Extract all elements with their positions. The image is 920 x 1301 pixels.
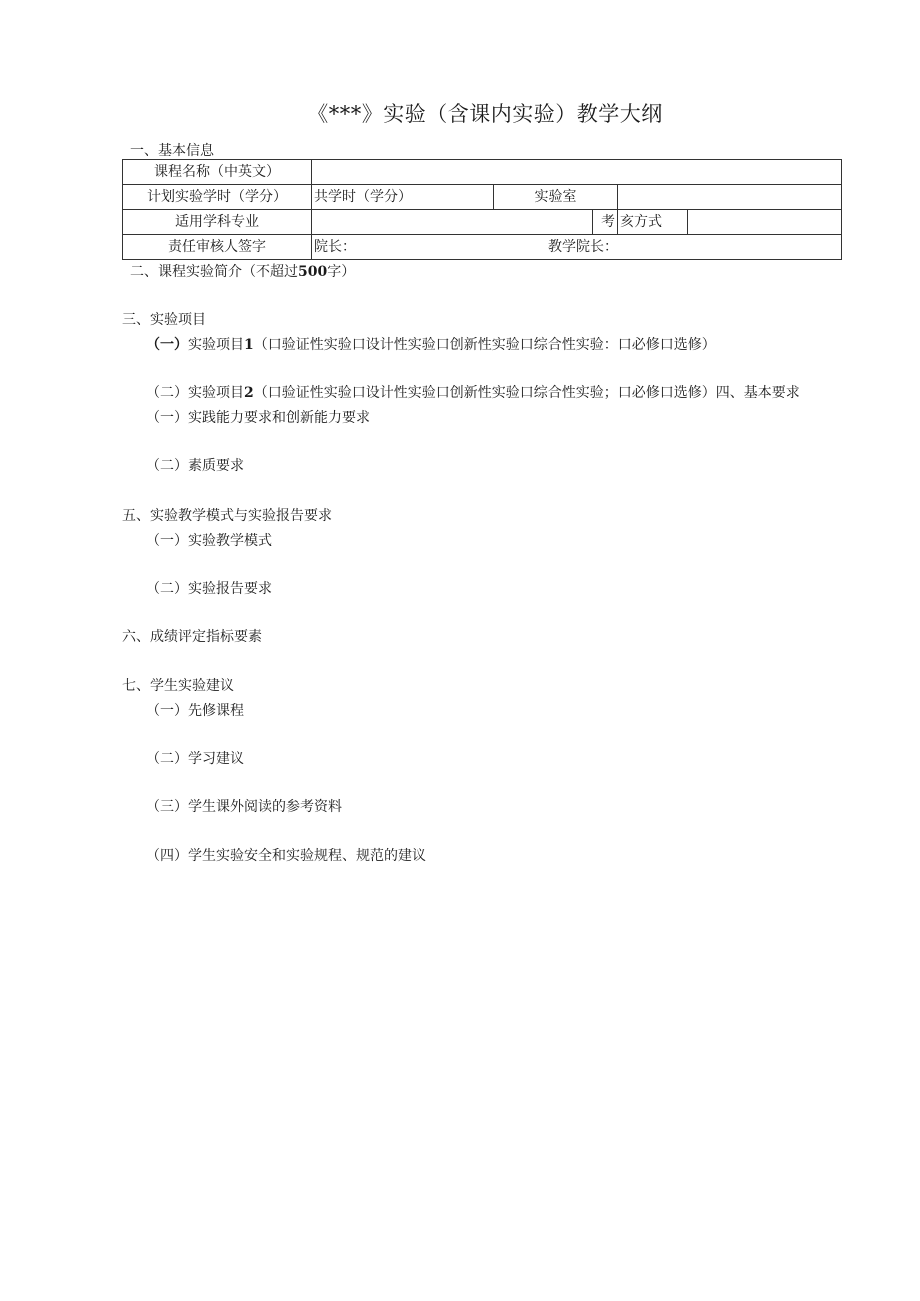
section-basic-info-heading: 一、基本信息 bbox=[130, 143, 214, 159]
table-row-hours bbox=[123, 185, 842, 210]
project-item-1-prefix: （一） bbox=[146, 337, 188, 353]
project-item-2-prefix: （二）实验项目 bbox=[146, 385, 244, 401]
table-row-course-name bbox=[123, 160, 842, 185]
teaching-dean-label: 教学院长： bbox=[548, 239, 618, 255]
total-hours-label: 共学时（学分） bbox=[312, 185, 494, 210]
mode-item-1: （一）实验教学模式 bbox=[146, 533, 272, 549]
reviewer-label: 责任审核人签字 bbox=[123, 235, 312, 260]
advice-item-1: （一）先修课程 bbox=[146, 703, 244, 719]
mode-item-2: （二）实验报告要求 bbox=[146, 581, 272, 597]
intro-heading-prefix: 二、课程实验简介（不超过 bbox=[130, 264, 298, 280]
project-item-2-number: 2 bbox=[244, 385, 254, 401]
project-item-1-text: （口验证性实验口设计性实验口创新性实验口综合性实验：口必修口选修） bbox=[253, 337, 716, 353]
section-mode-heading: 五、实验教学模式与实验报告要求 bbox=[122, 508, 332, 524]
course-name-label: 课程名称（中英文） bbox=[123, 160, 312, 185]
planned-hours-label: 计划实验学时（学分） bbox=[123, 185, 312, 210]
table-row-major bbox=[123, 210, 842, 235]
section-intro-heading bbox=[130, 263, 355, 281]
table-row-reviewer bbox=[123, 235, 842, 260]
intro-word-limit: 500 bbox=[298, 264, 328, 280]
exam-value bbox=[688, 210, 842, 235]
exam-label-part1: 考 bbox=[593, 210, 618, 235]
project-item-2 bbox=[146, 384, 800, 402]
document-title: 《***》实验（含课内实验）教学大纲 bbox=[307, 102, 663, 126]
advice-item-3: （三）学生课外阅读的参考资料 bbox=[146, 799, 342, 815]
course-name-value bbox=[312, 160, 842, 185]
requirement-item-2: （二）素质要求 bbox=[146, 458, 244, 474]
major-value bbox=[312, 210, 593, 235]
intro-heading-suffix: 字） bbox=[327, 264, 356, 280]
section-projects-heading: 三、实验项目 bbox=[122, 312, 206, 328]
project-item-2-text: （口验证性实验口设计性实验口创新性实验口综合性实验；口必修口选修）四、基本要求 bbox=[253, 385, 800, 401]
advice-item-2: （二）学习建议 bbox=[146, 751, 244, 767]
project-item-1 bbox=[146, 336, 716, 354]
exam-label-part2: 亥方式 bbox=[618, 210, 688, 235]
requirement-item-1: （一）实践能力要求和创新能力要求 bbox=[146, 410, 370, 426]
project-item-1-number: 1 bbox=[244, 337, 254, 353]
section-grading-heading: 六、成绩评定指标要素 bbox=[122, 629, 262, 645]
section-advice-heading: 七、学生实验建议 bbox=[122, 678, 234, 694]
reviewer-signatures bbox=[312, 235, 842, 260]
project-item-1-label: 实验项目 bbox=[188, 337, 244, 353]
lab-value bbox=[618, 185, 842, 210]
lab-label: 实验室 bbox=[494, 185, 618, 210]
advice-item-4: （四）学生实验安全和实验规程、规范的建议 bbox=[146, 848, 426, 864]
basic-info-table bbox=[122, 159, 842, 260]
dean-label: 院长： bbox=[314, 239, 356, 255]
major-label: 适用学科专业 bbox=[123, 210, 312, 235]
